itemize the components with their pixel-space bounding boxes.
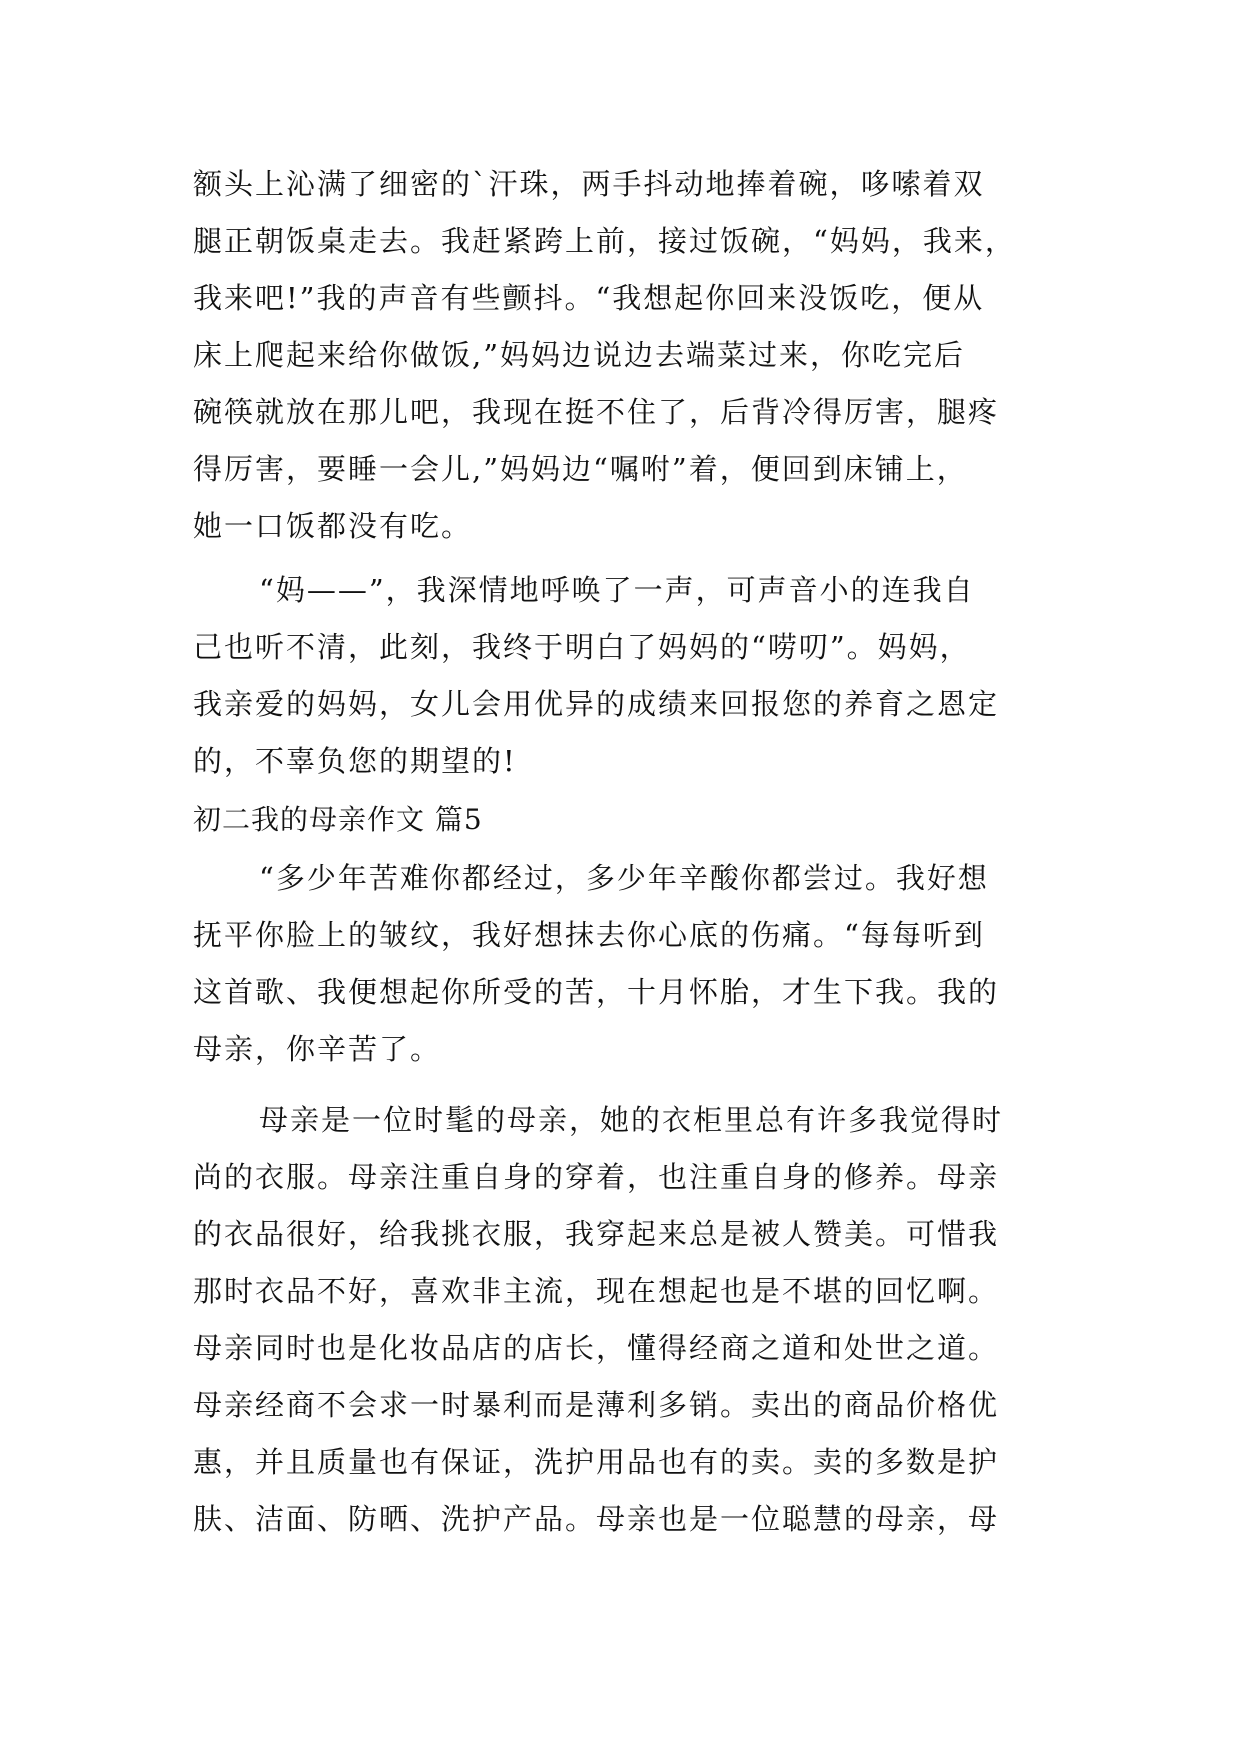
paragraph-line: 的衣品很好，给我挑衣服，我穿起来总是被人赞美。可惜我 xyxy=(193,1217,1000,1251)
section-heading: 初二我的母亲作文 篇5 xyxy=(193,803,483,836)
paragraph-line: 得厉害，要睡一会儿,”妈妈边“嘱咐”着，便回到床铺上， xyxy=(193,452,968,486)
paragraph-line: 她一口饭都没有吃。 xyxy=(193,509,473,543)
paragraph-line: 母亲，你辛苦了。 xyxy=(193,1032,442,1066)
paragraph-line: 我亲爱的妈妈，女儿会用优异的成绩来回报您的养育之恩定 xyxy=(193,687,1000,721)
paragraph-line: 那时衣品不好，喜欢非主流，现在想起也是不堪的回忆啊。 xyxy=(193,1274,1000,1308)
paragraph-line: 我来吧!”我的声音有些颤抖。“我想起你回来没饭吃，便从 xyxy=(193,281,985,315)
paragraph-line: 母亲同时也是化妆品店的店长，懂得经商之道和处世之道。 xyxy=(193,1331,1000,1365)
paragraph-line: 己也听不清，此刻，我终于明白了妈妈的“唠叨”。妈妈， xyxy=(193,630,971,664)
paragraph-line: 碗筷就放在那儿吧，我现在挺不住了，后背冷得厉害，腿疼 xyxy=(193,395,1000,429)
paragraph-line: 尚的衣服。母亲注重自身的穿着，也注重自身的修养。母亲 xyxy=(193,1160,1000,1194)
paragraph-continuation xyxy=(193,156,1055,555)
paragraph-line: 母亲是一位时髦的母亲，她的衣柜里总有许多我觉得时 xyxy=(259,1103,1004,1137)
paragraph-line: “多少年苦难你都经过，多少年辛酸你都尝过。我好想 xyxy=(259,861,989,895)
paragraph-line: 母亲经商不会求一时暴利而是薄利多销。卖出的商品价格优 xyxy=(193,1388,1000,1422)
paragraph-line: 肤、洁面、防晒、洗护产品。母亲也是一位聪慧的母亲，母 xyxy=(193,1502,1000,1536)
paragraph-line: 腿正朝饭桌走去。我赶紧跨上前，接过饭碗，“妈妈，我来， xyxy=(193,224,1016,258)
paragraph-mama xyxy=(193,562,1055,790)
paragraph-line: 抚平你脸上的皱纹，我好想抹去你心底的伤痛。“每每听到 xyxy=(193,918,985,952)
paragraph-song xyxy=(193,850,1055,1078)
paragraph-line: 惠，并且质量也有保证，洗护用品也有的卖。卖的多数是护 xyxy=(193,1445,1000,1479)
paragraph-line: 的，不辜负您的期望的! xyxy=(193,744,517,778)
paragraph-line: 这首歌、我便想起你所受的苦，十月怀胎，才生下我。我的 xyxy=(193,975,1000,1009)
paragraph-fashion xyxy=(193,1092,1055,1548)
paragraph-line: “妈——”，我深情地呼唤了一声，可声音小的连我自 xyxy=(259,573,975,607)
paragraph-line: 额头上沁满了细密的`汗珠，两手抖动地捧着碗，哆嗦着双 xyxy=(193,167,985,201)
paragraph-line: 床上爬起来给你做饭,”妈妈边说边去端菜过来，你吃完后 xyxy=(193,338,966,372)
